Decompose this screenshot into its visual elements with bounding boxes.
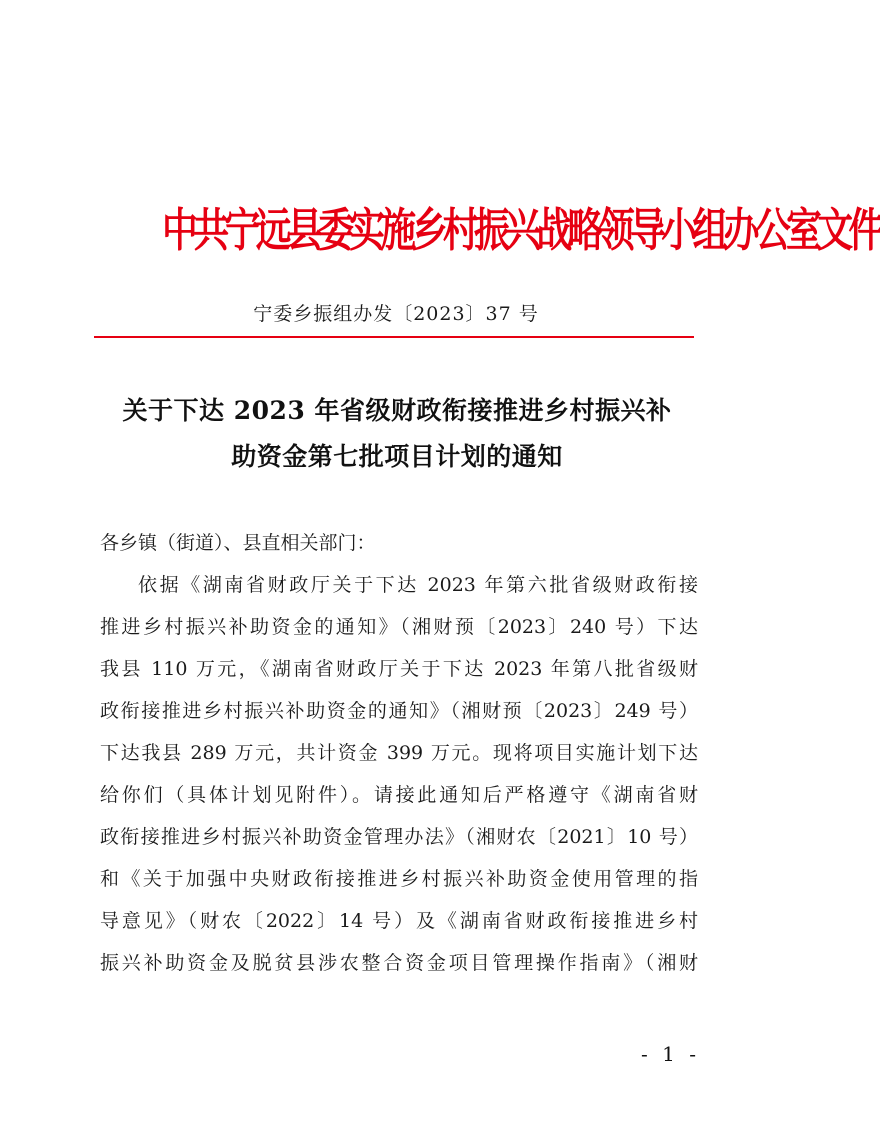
body-line: 给你们（具体计划见附件）。请接此通知后严格遵守《湖南省财 (100, 784, 698, 806)
body-line: 下达我县 289 万元，共计资金 399 万元。现将项目实施计划下达 (100, 742, 698, 764)
body-line: 依据《湖南省财政厅关于下达 2023 年第六批省级财政衔接 (138, 574, 698, 596)
salutation: 各乡镇（街道）、县直相关部门： (100, 532, 376, 554)
notice-body (100, 522, 698, 984)
page-number: - 1 - (641, 1042, 700, 1066)
body-line: 和《关于加强中央财政衔接推进乡村振兴补助资金使用管理的指 (100, 868, 698, 890)
document-number: 宁委乡振组办发〔2023〕37 号 (253, 303, 539, 325)
body-line: 导意见》（财农〔2022〕14 号）及《湖南省财政衔接推进乡村 (100, 910, 698, 932)
notice-title (92, 388, 702, 480)
body-line: 我县 110 万元，《湖南省财政厅关于下达 2023 年第八批省级财 (100, 658, 698, 680)
body-line: 政衔接推进乡村振兴补助资金管理办法》（湘财农〔2021〕10 号） (100, 826, 698, 848)
body-line: 政衔接推进乡村振兴补助资金的通知》（湘财预〔2023〕249 号） (100, 700, 698, 722)
issuing-organization-title: 中共宁远县委实施乡村振兴战略领导小组办公室文件 (162, 203, 880, 257)
notice-title-line-2: 助资金第七批项目计划的通知 (231, 442, 563, 471)
body-line: 推进乡村振兴补助资金的通知》（湘财预〔2023〕240 号）下达 (100, 616, 698, 638)
body-line: 振兴补助资金及脱贫县涉农整合资金项目管理操作指南》（湘财 (100, 952, 698, 974)
red-separator-line (94, 336, 694, 338)
notice-title-line-1: 关于下达 2023 年省级财政衔接推进乡村振兴补 (122, 396, 672, 425)
